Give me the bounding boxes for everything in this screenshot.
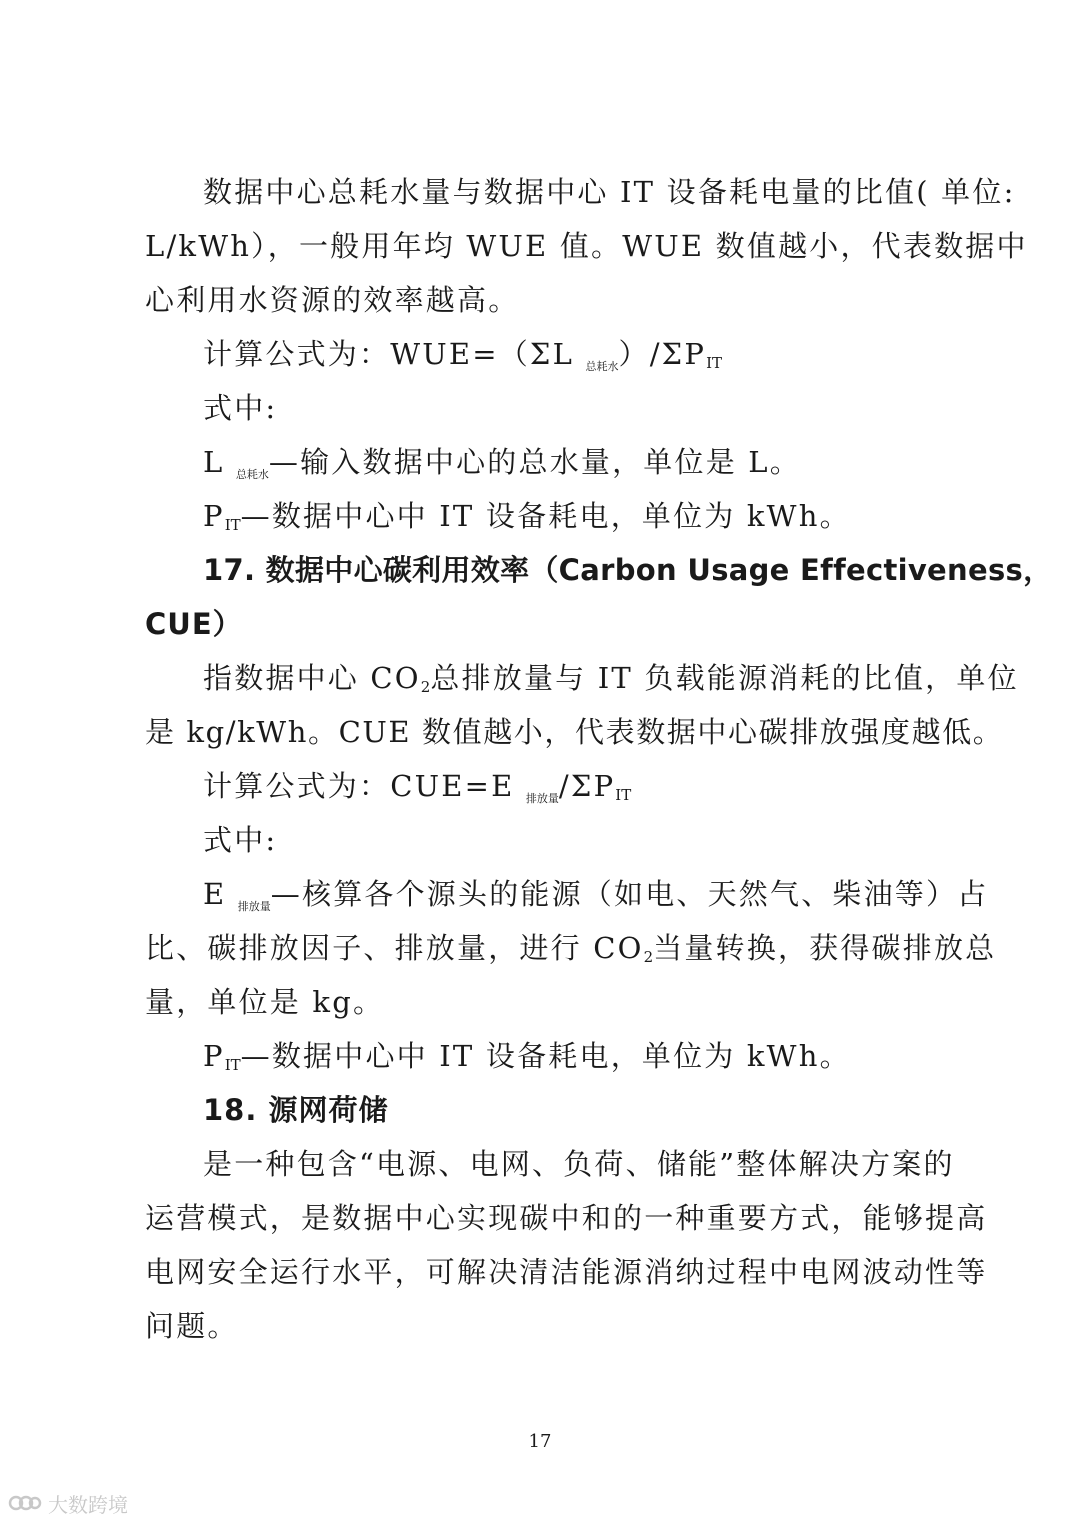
formula-text: 计算公式为：WUE=（ΣL — [203, 337, 586, 371]
definition-text: —核算各个源头的能源（如电、天然气、柴油等）占 — [270, 877, 989, 911]
text: 指数据中心 CO — [203, 661, 421, 695]
definition-symbol: E — [203, 877, 238, 911]
watermark-logo-icon — [8, 1492, 42, 1514]
subscript: 总耗水 — [585, 360, 619, 373]
paragraph-line: 式中: — [203, 823, 278, 857]
text: 比、碳排放因子、排放量，进行 CO — [145, 931, 644, 965]
subscript: 排放量 — [525, 792, 559, 805]
text: 总排放量与 IT 负载能源消耗的比值，单位 — [430, 661, 1019, 695]
formula-wue — [203, 334, 935, 387]
definition-line — [203, 496, 935, 545]
section-heading-17: 17. 数据中心碳利用效率（Carbon Usage Effectiveness， — [203, 553, 1053, 587]
paragraph-line: 量，单位是 kg。 — [145, 985, 385, 1019]
paragraph-line — [203, 658, 1019, 707]
definition-symbol: P — [203, 1039, 225, 1073]
watermark — [8, 1488, 128, 1518]
definition-text: —输入数据中心的总水量，单位是 L。 — [268, 445, 801, 479]
definition-text: —数据中心中 IT 设备耗电，单位为 kWh。 — [240, 1039, 851, 1073]
subscript: IT — [224, 1056, 241, 1074]
subscript: 排放量 — [237, 900, 271, 913]
formula-text: ）/ΣP — [618, 337, 707, 371]
paragraph-line: 数据中心总耗水量与数据中心 IT 设备耗电量的比值( 单位: — [203, 175, 1016, 209]
paragraph-line: 电网安全运行水平，可解决清洁能源消纳过程中电网波动性等 — [145, 1255, 988, 1289]
paragraph-line: 运营模式，是数据中心实现碳中和的一种重要方式，能够提高 — [145, 1201, 988, 1235]
definition-line — [203, 442, 935, 495]
subscript: 总耗水 — [235, 468, 269, 481]
paragraph-line — [145, 928, 997, 977]
subscript: 2 — [643, 948, 654, 966]
text: 当量转换，获得碳排放总 — [653, 931, 997, 965]
formula-text: /ΣP — [558, 769, 616, 803]
watermark-text: 大数跨境 — [48, 1492, 128, 1517]
subscript: IT — [224, 516, 241, 534]
formula-cue — [203, 766, 935, 819]
paragraph-line: 式中: — [203, 391, 278, 425]
definition-symbol: L — [203, 445, 236, 479]
definition-line — [203, 1036, 935, 1085]
paragraph-line: 心利用水资源的效率越高。 — [145, 283, 520, 317]
definition-text: —数据中心中 IT 设备耗电，单位为 kWh。 — [240, 499, 851, 533]
paragraph-line: 是一种包含“电源、电网、负荷、储能”整体解决方案的 — [203, 1147, 955, 1181]
subscript: IT — [615, 786, 632, 804]
formula-text: 计算公式为：CUE=E — [203, 769, 526, 803]
definition-line — [203, 874, 989, 927]
subscript: 2 — [420, 678, 431, 696]
paragraph-line: L/kWh），一般用年均 WUE 值。WUE 数值越小，代表数据中 — [145, 229, 1028, 263]
page-number: 17 — [528, 1431, 552, 1452]
section-heading-17-cont: CUE） — [145, 607, 243, 641]
section-heading-18: 18. 源网荷储 — [203, 1093, 389, 1127]
paragraph-line: 是 kg/kWh。CUE 数值越小，代表数据中心碳排放强度越低。 — [145, 715, 1004, 749]
subscript: IT — [706, 354, 723, 372]
definition-symbol: P — [203, 499, 225, 533]
paragraph-line: 问题。 — [145, 1309, 239, 1343]
